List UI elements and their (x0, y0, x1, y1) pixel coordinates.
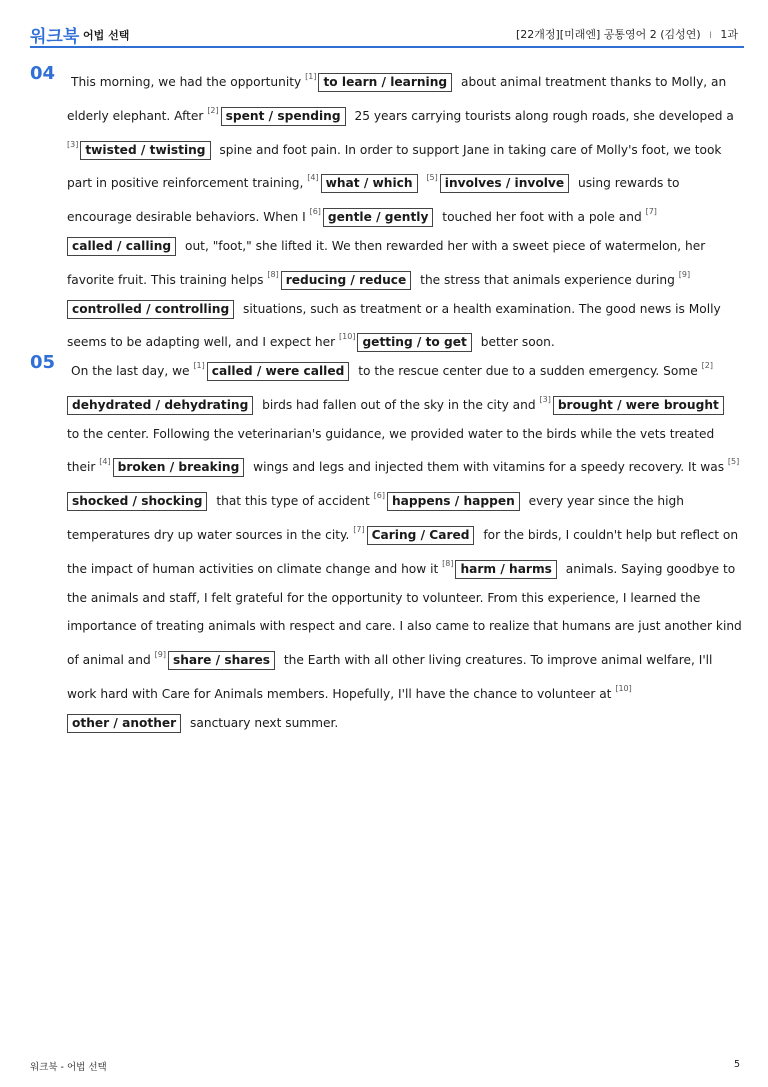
passage-fragment: about animal treatment thanks to Molly, an elderly elephant. After (67, 75, 727, 123)
grammar-choice-box[interactable]: twisted / twisting (80, 141, 210, 160)
grammar-choice-box[interactable]: Caring / Cared (367, 526, 475, 545)
passage-fragment: using rewards to encourage desirable behaviors. When I (67, 176, 680, 225)
grammar-choice-box[interactable]: harm / harms (455, 560, 556, 579)
grammar-choice-box[interactable]: called / were called (207, 362, 350, 381)
passage-fragment: touched her foot with a pole and (438, 210, 646, 225)
grammar-choice-box[interactable]: dehydrated / dehydrating (67, 396, 253, 415)
passage-fragment: out, "foot," she lifted it. We then rewarded her with a sweet piece of watermelon, her favorite fruit. This training helps (67, 238, 706, 287)
passage-fragment: sanctuary next summer. (186, 715, 339, 730)
passage-fragment: to the rescue center due to a sudden emergency. Some (354, 364, 702, 378)
brand-title: 워크북 (30, 27, 80, 47)
passage-fragment: the stress that animals experience during (416, 272, 679, 287)
grammar-choice-box[interactable]: broken / breaking (113, 458, 245, 477)
grammar-choice-box[interactable]: to learn / learning (318, 73, 452, 92)
passage-fragment: better soon. (476, 335, 555, 350)
passage-fragment: animals. Saying goodbye to the animals and staff, I felt grateful for the opportunity to volunteer. From this experience, I learned the importance of treating animals with respect and care. I also came to realize that humans are just another kind of animal and (67, 561, 742, 668)
grammar-choice-box[interactable]: what / which (321, 174, 418, 193)
passage-fragment: spine and foot pain. In order to support Jane in taking care of Molly's foot, we took part in positive reinforcement training, (67, 142, 722, 191)
grammar-choice-box[interactable]: getting / to get (357, 333, 471, 352)
passage-fragment: birds had fallen out of the sky in the city and (258, 397, 540, 412)
blank-number: [4] (99, 457, 111, 467)
grammar-choice-box[interactable]: shocked / shocking (67, 492, 207, 511)
passage-fragment: wings and legs and injected them with vitamins for a speedy recovery. It was (249, 460, 728, 475)
blank-number: [4] (307, 173, 319, 183)
grammar-choice-box[interactable]: involves / involve (440, 174, 569, 193)
blank-number: [3] (539, 394, 551, 404)
grammar-choice-box[interactable]: controlled / controlling (67, 300, 234, 319)
question-number: 05 (30, 352, 56, 373)
passage-fragment: On the last day, we (71, 364, 194, 378)
blank-number: [7] (645, 207, 657, 217)
blank-number: [6] (309, 207, 321, 217)
header-separator: I (709, 31, 712, 41)
brand-subtitle: 어법 선택 (83, 29, 130, 42)
blank-number: [8] (267, 269, 279, 279)
grammar-choice-box[interactable]: happens / happen (387, 492, 520, 511)
blank-number: [1] (305, 72, 317, 81)
blank-number: [10] (339, 332, 356, 342)
passage-fragment: to the center. Following the veterinarian's guidance, we provided water to the birds while the vets treated their (67, 426, 715, 475)
page-number: 5 (733, 1059, 740, 1070)
blank-number: [2] (207, 105, 219, 115)
blank-number: [1] (193, 361, 205, 370)
lesson-label: 1과 (720, 28, 738, 41)
blank-number: [9] (154, 650, 166, 660)
blank-number: [5] (727, 457, 740, 467)
blank-number: [7] (353, 524, 365, 534)
blank-number: [9] (678, 269, 691, 279)
grammar-choice-box[interactable]: other / another (67, 714, 181, 733)
page-header (30, 16, 744, 48)
blank-number: [5] (426, 173, 438, 183)
grammar-choice-box[interactable]: share / shares (168, 651, 275, 670)
grammar-choice-box[interactable]: brought / were brought (553, 396, 724, 415)
passage-text (67, 63, 742, 357)
grammar-choice-box[interactable]: reducing / reduce (281, 271, 412, 290)
grammar-choice-box[interactable]: called / calling (67, 237, 176, 256)
passage-fragment: This morning, we had the opportunity (71, 75, 306, 89)
question-number: 04 (30, 63, 56, 84)
blank-number: [8] (442, 558, 454, 568)
passage-fragment: every year since the high temperatures dry up water sources in the city. (67, 494, 685, 542)
passage-fragment: 25 years carrying tourists along rough roads, she developed a (350, 108, 734, 123)
blank-number: [10] (615, 683, 632, 693)
footer-label: 워크북 - 어법 선택 (30, 1062, 107, 1073)
passage-fragment: that this type of accident (212, 494, 374, 509)
passage-fragment: situations, such as treatment or a health examination. The good news is Molly seems to be adapting well, and I expect her (67, 301, 721, 350)
blank-number: [6] (373, 491, 385, 501)
passage-text (67, 352, 742, 738)
course-info (516, 26, 738, 42)
page-footer (30, 1059, 740, 1073)
passage-fragment: for the birds, I couldn't help but reflect on the impact of human activities on climate change and how it (67, 527, 739, 576)
grammar-choice-box[interactable]: gentle / gently (323, 208, 434, 227)
blank-number: [3] (67, 139, 79, 149)
blank-number: [2] (701, 361, 713, 370)
grammar-choice-box[interactable]: spent / spending (221, 107, 346, 126)
passage-fragment: the Earth with all other living creatures. To improve animal welfare, I'll work hard with Care for Animals members. Hopefully, I'll have the chance to volunteer at (67, 653, 713, 701)
course-title: [22개정][미래엔] 공통영어 2 (김성연) (515, 28, 701, 41)
